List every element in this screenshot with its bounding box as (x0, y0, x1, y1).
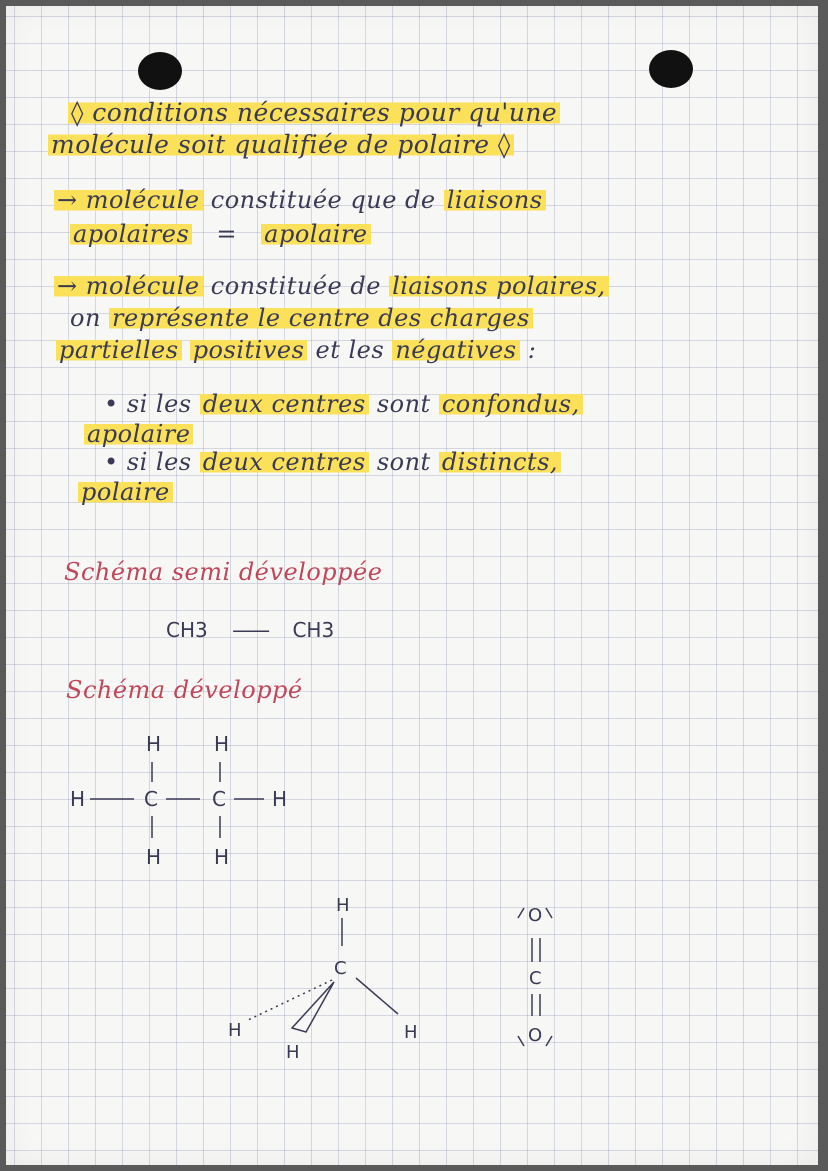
structure-diagrams (6, 6, 818, 1165)
title-text-2: molécule soit qualifiée de polaire ◊ (48, 130, 514, 159)
bullet1-confondus: confondus, (439, 390, 583, 418)
semi-right: CH3 (292, 618, 335, 642)
bullet2-sont: sont (376, 448, 431, 476)
rule1-molecule: → molécule (54, 186, 203, 214)
atom-h: H (214, 845, 230, 869)
rule2-molecule: → molécule (54, 272, 203, 300)
developed-heading: Schéma développé (66, 676, 303, 704)
bullet2-deux-centres: deux centres (200, 448, 369, 476)
rule2-colon: : (527, 336, 537, 364)
rule2-on: on (70, 304, 101, 332)
rule1-constituee: constituée que de (210, 186, 436, 214)
atom-c: C (144, 787, 158, 811)
rule1-apolaire: apolaire (261, 220, 370, 248)
rule2-et-les: et les (315, 336, 385, 364)
atom-h: H (214, 732, 230, 756)
bullet1-sont: sont (376, 390, 431, 418)
atom-h: H (404, 1022, 418, 1043)
rule1-apolaires: apolaires (70, 220, 192, 248)
atom-h: H (70, 787, 86, 811)
ethane-developed (70, 732, 287, 869)
rule2-constituee: constituée de (210, 272, 381, 300)
methane-tetrahedral (228, 895, 418, 1063)
bullet1-deux-centres: deux centres (200, 390, 369, 418)
atom-h: H (336, 895, 350, 916)
bullet1-apolaire: apolaire (84, 420, 193, 448)
bullet1-si-les: • si les (104, 390, 192, 418)
atom-o: O (528, 1025, 543, 1046)
rule2-positives: positives (190, 336, 308, 364)
atom-h: H (272, 787, 288, 811)
atom-c: C (529, 968, 542, 989)
rule2-negatives: négatives (392, 336, 519, 364)
atom-c: C (212, 787, 226, 811)
rule2-partielles: partielles (56, 336, 182, 364)
atom-h: H (228, 1020, 242, 1041)
atom-o: O (528, 905, 543, 926)
bullet2-distincts: distincts, (439, 448, 561, 476)
semi-bond: —— (232, 618, 269, 642)
co2-lewis (518, 905, 552, 1046)
bullet2-si-les: • si les (104, 448, 192, 476)
rule1-equals: = (216, 220, 238, 248)
rule2-liaisons-polaires: liaisons polaires, (389, 272, 609, 300)
semi-heading: Schéma semi développée (64, 558, 383, 586)
semi-left: CH3 (166, 618, 208, 642)
title-text-1: ◊ conditions nécessaires pour qu'une (68, 98, 560, 127)
rule1-liaisons: liaisons (444, 186, 546, 214)
notebook-page (6, 6, 818, 1165)
atom-h: H (146, 732, 162, 756)
bullet2-polaire: polaire (78, 478, 173, 506)
rule2-represente: représente le centre des charges (109, 304, 533, 332)
atom-h: H (286, 1042, 300, 1063)
atom-h: H (146, 845, 162, 869)
atom-c: C (334, 958, 347, 979)
